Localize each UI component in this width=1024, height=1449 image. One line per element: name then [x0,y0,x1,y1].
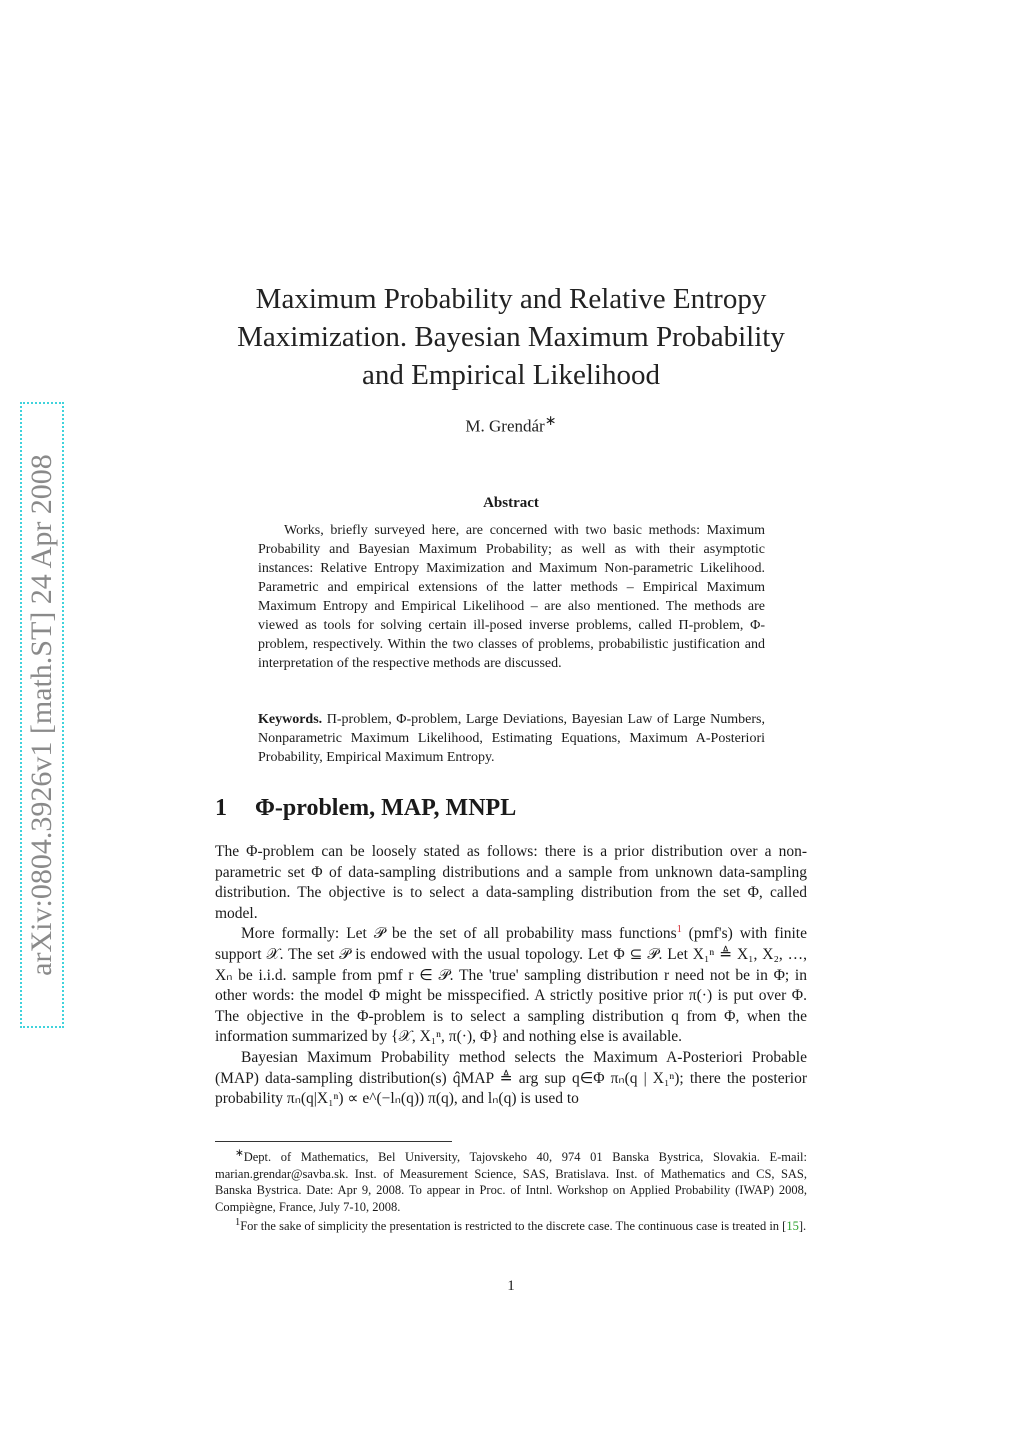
arxiv-identifier-stamp: arXiv:0804.3926v1 [math.ST] 24 Apr 2008 [25,454,58,976]
keywords-list: Π-problem, Φ-problem, Large Deviations, Bayesian Law of Large Numbers, Nonparametric Maximum Likelihood, Estimating Equations, Maximum A-Posteriori Probability, Empirical Maximum Entropy. [258,712,766,765]
section-title: Φ-problem, MAP, MNPL [255,795,517,821]
citation-link[interactable]: 15 [786,1219,799,1234]
footnote-1-text: For the sake of simplicity the presentation is restricted to the discrete case. The continuous case is treated in [ [240,1219,787,1234]
body-paragraph-1: The Φ-problem can be loosely stated as follows: there is a prior distribution over a non-parametric set Φ of data-sampling distributions and a sample from unknown data-sampling distribution. The objective is to select a data-sampling distribution from the set Φ, called model. [215,843,807,922]
body-paragraph-2-start: More formally: Let 𝒫 be the set of all probability mass functions [241,925,677,943]
section-heading [215,795,516,822]
footnote-affiliation [215,1146,807,1215]
footnote-affiliation-text: Dept. of Mathematics, Bel University, Tajovskeho 40, 974 01 Banska Bystrica, Slovakia. E-mail: marian.grendar@savba.sk. Inst. of Measurement Science, SAS, Bratislava. Inst. of Mathematics and CS, SAS, Banska Bystrica. Date: Apr 9, 2008. To appear in Proc. of Intnl. Workshop on Applied Probability (IWAP) 2008, Compiègne, France, July 7-10, 2008. [215,1150,807,1214]
footnote-1 [215,1215,807,1235]
page-number: 1 [507,1278,515,1294]
footnote-affiliation-mark: ∗ [235,1148,244,1159]
paper-title: Maximum Probability and Relative Entropy Maximization. Bayesian Maximum Probability and Empirical Likelihood [237,283,785,391]
author-line [215,413,807,437]
keywords-paragraph [258,710,765,767]
section-number: 1 [215,795,227,821]
footnote-divider [215,1141,452,1142]
body-paragraph-2-end: (pmf's) with finite support 𝒳. The set 𝒫 is endowed with the usual topology. Let Φ ⊆ 𝒫. Let X₁ⁿ ≜ X₁, X₂, …, Xₙ be i.i.d. sample from pmf r ∈ 𝒫. The 'true' sampling distribution r need not be in Φ; in other words: the model Φ might be misspecified. A strictly positive prior π(·) is put over Φ. The objective in the Φ-problem is to select a sampling distribution q from Φ, when the information summarized by {𝒳, X₁ⁿ, π(·), Φ} and nothing else is available. [215,925,807,1046]
footnote-1-end: ]. [798,1219,807,1234]
body-paragraph-2 [215,924,807,1048]
abstract-heading: Abstract [483,495,539,511]
author-name: M. Grendár [465,416,545,436]
body-paragraph-3: Bayesian Maximum Probability method selects the Maximum A-Posteriori Probable (MAP) data-sampling distribution(s) q̂MAP ≜ arg sup q∈Φ πₙ(q | X₁ⁿ); there the posterior probability πₙ(q|X₁ⁿ) ∝ e^(−lₙ(q)) π(q), and lₙ(q) is used to [215,1048,807,1108]
abstract-text: Works, briefly surveyed here, are concerned with two basic methods: Maximum Probability and Bayesian Maximum Probability; as well as with their asymptotic instances: Relative Entropy Maximization and Maximum Non-parametric Likelihood. Parametric and empirical extensions of the latter methods – Empirical Maximum Maximum Entropy and Empirical Likelihood – are also mentioned. The methods are viewed as tools for solving certain ill-posed inverse problems, called Π-problem, Φ-problem, respectively. Within the two classes of problems, probabilistic justification and interpretation of the respective methods are discussed. [258,523,765,671]
author-footnote-mark: ∗ [544,413,557,429]
footnote-ref-link[interactable]: 1 [676,924,682,936]
keywords-label: Keywords. [258,712,323,727]
body-text [215,842,807,1110]
footnote-1-mark: 1 [235,1217,241,1229]
footnotes [215,1146,807,1235]
